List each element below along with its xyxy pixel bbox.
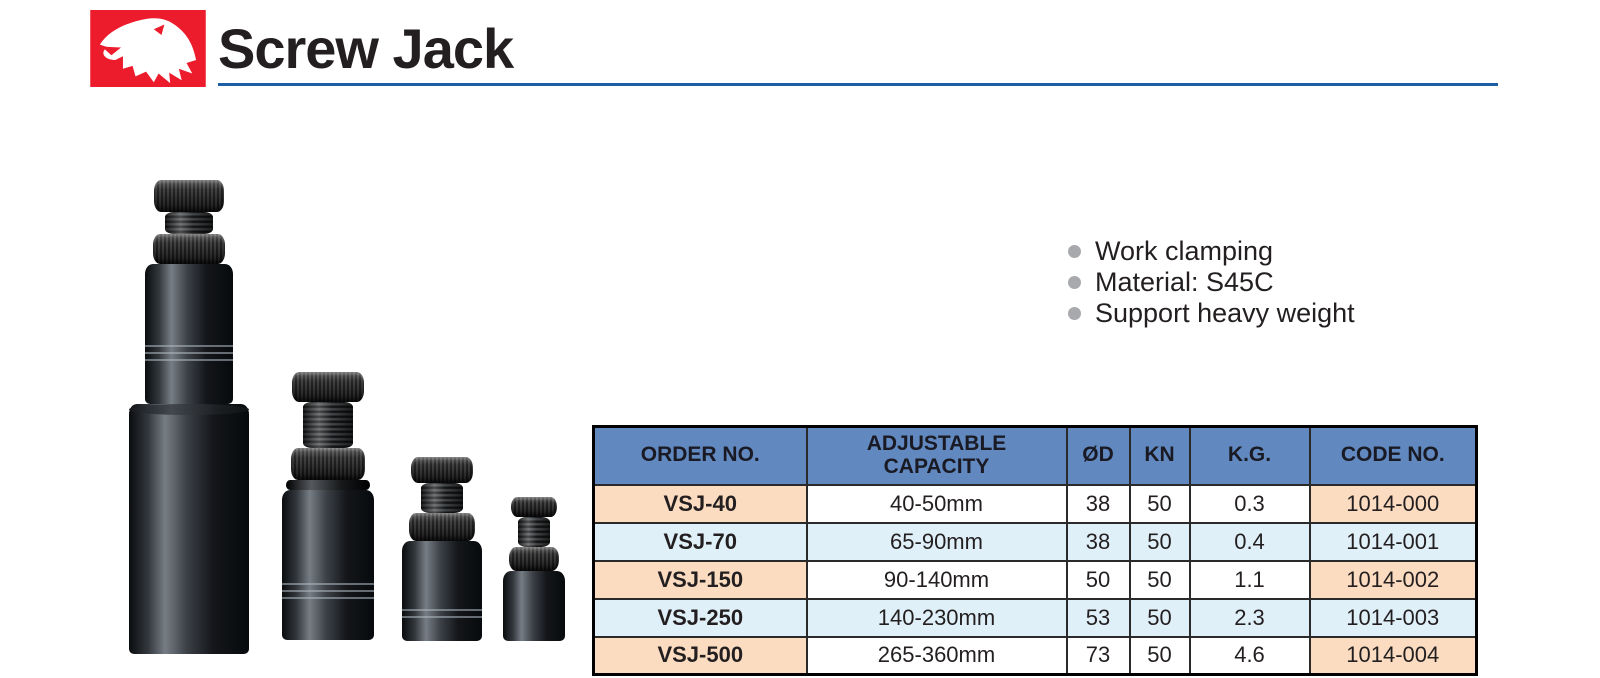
table-row (594, 561, 1477, 599)
jack-top-cap (411, 457, 473, 483)
cell-order-no: VSJ-150 (594, 561, 807, 599)
feature-label: Support heavy weight (1095, 298, 1355, 328)
jack-screw (303, 402, 353, 448)
screw-jack-medium (402, 457, 482, 641)
jack-top-cap (511, 497, 557, 517)
cell-od: 50 (1067, 561, 1130, 599)
cell-kn: 50 (1130, 523, 1190, 561)
jack-adjust-nut (509, 547, 559, 571)
feature-label: Work clamping (1095, 236, 1274, 266)
cell-capacity: 40-50mm (807, 485, 1067, 523)
list-item (1068, 298, 1355, 329)
cell-kn: 50 (1130, 637, 1190, 675)
cell-kg: 2.3 (1190, 599, 1310, 637)
jack-body (503, 571, 565, 641)
cell-kn: 50 (1130, 561, 1190, 599)
jack-adjust-nut (409, 513, 475, 541)
cell-od: 38 (1067, 485, 1130, 523)
feature-list (1068, 236, 1355, 329)
cell-code: 1014-001 (1310, 523, 1477, 561)
cell-kg: 0.4 (1190, 523, 1310, 561)
cell-capacity: 265-360mm (807, 637, 1067, 675)
col-header-kg: K.G. (1190, 427, 1310, 485)
cell-order-no: VSJ-500 (594, 637, 807, 675)
list-item (1068, 267, 1355, 298)
cell-kg: 1.1 (1190, 561, 1310, 599)
jack-screw (518, 517, 550, 547)
bullet-icon (1068, 276, 1081, 289)
screw-jack-large (282, 372, 374, 640)
spec-table (592, 425, 1478, 676)
screw-jack-small (503, 497, 565, 641)
col-header-od: ØD (1067, 427, 1130, 485)
table-row (594, 599, 1477, 637)
jack-base-body (129, 404, 249, 654)
jack-top-cap (292, 372, 364, 402)
col-header-adjustable-capacity: ADJUSTABLE CAPACITY (807, 427, 1067, 485)
feature-label: Material: S45C (1095, 267, 1274, 297)
cell-order-no: VSJ-70 (594, 523, 807, 561)
jack-collar (286, 480, 370, 490)
table-row (594, 637, 1477, 675)
cell-order-no: VSJ-250 (594, 599, 807, 637)
cell-kn: 50 (1130, 485, 1190, 523)
jack-adjust-nut (153, 234, 225, 264)
bullet-icon (1068, 307, 1081, 320)
table-header-row (594, 427, 1477, 485)
eagle-logo (90, 10, 206, 87)
cell-od: 53 (1067, 599, 1130, 637)
jack-top-cap (154, 180, 224, 212)
cell-kn: 50 (1130, 599, 1190, 637)
cell-od: 73 (1067, 637, 1130, 675)
table-row (594, 485, 1477, 523)
jack-body (402, 541, 482, 641)
col-header-order-no: ORDER NO. (594, 427, 807, 485)
cell-capacity: 65-90mm (807, 523, 1067, 561)
col-header-code-no: CODE NO. (1310, 427, 1477, 485)
cell-code: 1014-002 (1310, 561, 1477, 599)
title-underline (218, 83, 1498, 86)
cell-code: 1014-004 (1310, 637, 1477, 675)
jack-screw (421, 483, 463, 513)
cell-kg: 0.3 (1190, 485, 1310, 523)
jack-upper-body (145, 264, 233, 404)
jack-body (282, 490, 374, 640)
screw-jacks-photo (100, 170, 580, 660)
jack-screw (165, 212, 213, 234)
screw-jack-xlarge (129, 180, 249, 654)
cell-capacity: 90-140mm (807, 561, 1067, 599)
list-item (1068, 236, 1355, 267)
col-header-kn: KN (1130, 427, 1190, 485)
cell-od: 38 (1067, 523, 1130, 561)
cell-code: 1014-003 (1310, 599, 1477, 637)
cell-capacity: 140-230mm (807, 599, 1067, 637)
cell-kg: 4.6 (1190, 637, 1310, 675)
cell-code: 1014-000 (1310, 485, 1477, 523)
page-title: Screw Jack (218, 17, 514, 80)
cell-order-no: VSJ-40 (594, 485, 807, 523)
bullet-icon (1068, 245, 1081, 258)
table-row (594, 523, 1477, 561)
jack-adjust-nut (291, 448, 365, 480)
